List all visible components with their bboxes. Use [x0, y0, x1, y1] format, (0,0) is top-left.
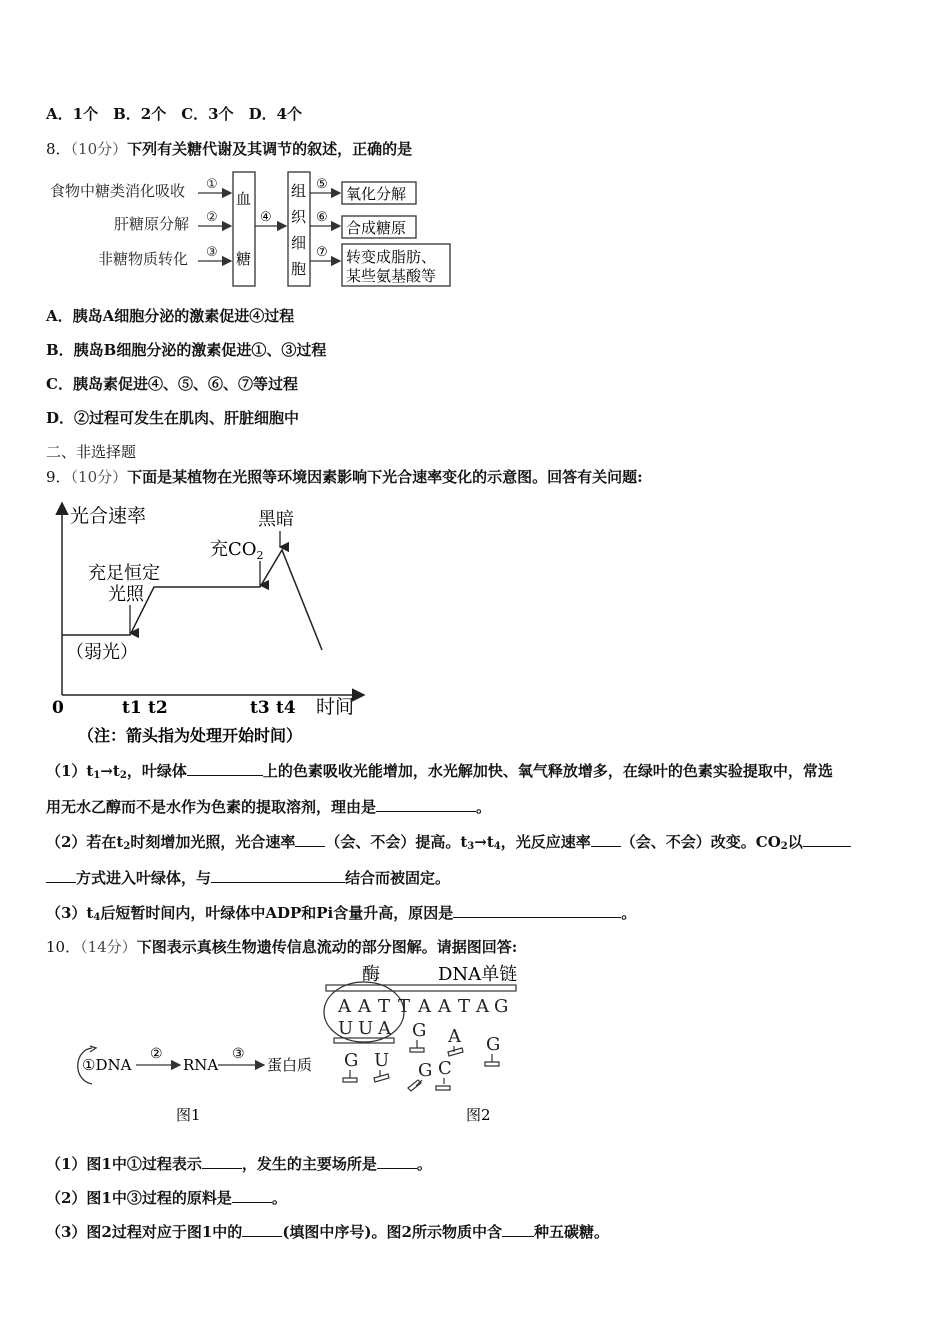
- q9-part1-line1: $(1)t_1\to t_2$，叶绿体 上的色素吸收光能增加，水光解加快、氧气释放增多，在绿叶的色素实验提取中，常选: [46, 762, 833, 781]
- x-axis-label: 时间: [316, 696, 355, 718]
- fig1-step-3: ③: [232, 1046, 245, 1062]
- template-base-7: T: [458, 996, 471, 1017]
- q10-part1: （1）图1中①过程表示 ，发生的主要场所是 。: [46, 1155, 432, 1173]
- step-5: ⑤: [316, 177, 328, 192]
- source-digestion: 食物中糖类消化吸收: [50, 182, 186, 200]
- blank-q9-5[interactable]: [803, 832, 851, 847]
- step-7: ⑦: [316, 245, 328, 260]
- blank-q10-4[interactable]: [242, 1222, 282, 1237]
- q9-question: [46, 466, 643, 487]
- source-nonsugar: 非糖物质转化: [98, 250, 189, 268]
- dna-strand-backbone: [326, 985, 516, 991]
- q8-option-d[interactable]: D．②过程可发生在肌肉、肝脏细胞中: [46, 409, 300, 427]
- q10-question: [46, 936, 517, 957]
- q9-score: （10分）: [70, 468, 128, 486]
- tick-t2: t2: [148, 698, 168, 718]
- q8-number: 8．: [46, 140, 71, 158]
- template-base-2: A: [358, 996, 371, 1017]
- template-base-4: T: [398, 996, 411, 1017]
- blank-q10-3[interactable]: [232, 1188, 272, 1203]
- output-convert-2: 某些氨基酸等: [346, 267, 437, 285]
- q8-score: （10分）: [70, 140, 128, 158]
- q8-option-a[interactable]: A．胰岛A细胞分泌的激素促进④过程: [46, 307, 295, 325]
- q9-number: 9．: [46, 468, 71, 486]
- fig2-enzyme: 酶: [362, 964, 380, 985]
- blank-q9-7[interactable]: [453, 903, 621, 918]
- template-base-9: G: [494, 996, 509, 1017]
- free-base-g4: G: [418, 1060, 433, 1081]
- step-4: ④: [260, 210, 272, 225]
- chart-note: （注：箭头指为处理开始时间）: [78, 726, 303, 745]
- q8-question: [46, 138, 412, 159]
- q10-stem: 下图表示真核生物遗传信息流动的部分图解。请据图回答:: [136, 938, 518, 956]
- source-glycogenolysis: 肝糖原分解: [114, 215, 190, 233]
- output-oxidation: 氧化分解: [346, 185, 407, 203]
- q10-score: （14分）: [80, 938, 137, 956]
- paired-base-1: U: [338, 1018, 354, 1039]
- q8-stem: 下列有关糖代谢及其调节的叙述，正确的是: [127, 140, 413, 158]
- q10-part3: （3）图2过程对应于图1中的 (填图中序号)。图2所示物质中含 种五碳糖。: [46, 1223, 609, 1241]
- q8-option-c[interactable]: C．胰岛素促进④、⑤、⑥、⑦等过程: [46, 375, 298, 393]
- light-label-1: 充足恒定: [88, 563, 160, 584]
- dark-label: 黑暗: [258, 509, 294, 530]
- free-base-a: A: [448, 1026, 461, 1047]
- q9-part2-line1: （2）若在$t_2$时刻增加光照，光合速率 （会、不会）提高。$t_3\to t_4$，光反应速率 （会、不会）改变。$CO_2$以: [46, 831, 851, 852]
- blank-q9-1[interactable]: [187, 761, 263, 776]
- free-base-u: U: [374, 1050, 390, 1071]
- photosynthesis-chart: [46, 495, 376, 751]
- template-base-5: A: [418, 996, 431, 1017]
- q10-part2: （2）图1中③过程的原料是 。: [46, 1189, 287, 1207]
- blank-q9-2[interactable]: [376, 797, 476, 812]
- output-convert-1: 转变成脂肪、: [346, 248, 437, 266]
- fig2-caption: 图2: [466, 1106, 491, 1124]
- blood-char-1: 血: [236, 190, 252, 208]
- tick-t3: t3: [250, 698, 270, 718]
- q8-option-b[interactable]: B．胰岛B细胞分泌的激素促进①、③过程: [46, 341, 327, 359]
- fig1-step-2: ②: [150, 1046, 163, 1062]
- free-base-g2: G: [486, 1034, 501, 1055]
- blank-q10-2[interactable]: [377, 1154, 417, 1169]
- step-6: ⑥: [316, 210, 328, 225]
- figure-2: [320, 960, 530, 1128]
- fig1-protein: 蛋白质: [267, 1056, 313, 1074]
- blank-q10-1[interactable]: [202, 1154, 242, 1169]
- weak-light-label: （弱光）: [66, 642, 138, 663]
- origin-label: 0: [52, 698, 64, 718]
- step-1: ①: [206, 177, 218, 192]
- step-2: ②: [206, 210, 218, 225]
- paired-base-3: A: [378, 1018, 391, 1039]
- co2-label: 充$CO_2$: [210, 539, 264, 562]
- tissue-char-3: 细: [291, 234, 307, 252]
- output-glycogen: 合成糖原: [346, 219, 407, 237]
- q9-part1-line2: 用无水乙醇而不是水作为色素的提取溶剂，理由是 。: [46, 798, 492, 816]
- q9-stem: 下面是某植物在光照等环境因素影响下光合速率变化的示意图。回答有关问题:: [127, 468, 643, 486]
- blood-char-2: 糖: [236, 250, 252, 268]
- glucose-metabolism-diagram: [46, 166, 456, 288]
- q7-options: A．1个 B．2个 C．3个 D．4个: [46, 105, 303, 123]
- template-base-1: A: [338, 996, 351, 1017]
- blank-q9-5b[interactable]: [46, 868, 76, 883]
- tissue-char-4: 胞: [291, 260, 307, 278]
- paired-base-2: U: [358, 1018, 374, 1039]
- blank-q9-4[interactable]: [591, 832, 621, 847]
- fig1-caption: 图1: [176, 1106, 201, 1124]
- blank-q10-5[interactable]: [502, 1222, 534, 1237]
- template-base-8: A: [476, 996, 489, 1017]
- q9-part3: $(3)t_4$后短暂时间内，叶绿体中ADP和Pi含量升高，原因是 。: [46, 904, 637, 923]
- section-title: 二、非选择题: [46, 443, 137, 461]
- blank-q9-3[interactable]: [295, 832, 325, 847]
- fig1-dna: ①DNA: [82, 1056, 132, 1074]
- y-axis-label: 光合速率: [70, 505, 147, 527]
- free-base-g1: G: [412, 1020, 427, 1041]
- template-base-3: T: [378, 996, 391, 1017]
- q9-part2-line2: 方式进入叶绿体，与 结合而被固定。: [46, 867, 450, 888]
- step-3: ③: [206, 245, 218, 260]
- light-label-2: 光照: [108, 584, 144, 605]
- tick-t1: t1: [122, 698, 142, 718]
- tick-t4: t4: [276, 698, 296, 718]
- fig2-strand: DNA单链: [438, 964, 518, 985]
- free-base-c: C: [438, 1058, 452, 1079]
- figure-1: [70, 1030, 330, 1130]
- template-base-6: A: [438, 996, 451, 1017]
- q10-number: 10．: [46, 938, 81, 956]
- fig1-rna: RNA: [183, 1056, 219, 1074]
- tissue-char-1: 组: [291, 182, 307, 200]
- free-base-g3: G: [344, 1050, 359, 1071]
- tissue-char-2: 织: [291, 208, 307, 226]
- blank-q9-6[interactable]: [211, 868, 345, 883]
